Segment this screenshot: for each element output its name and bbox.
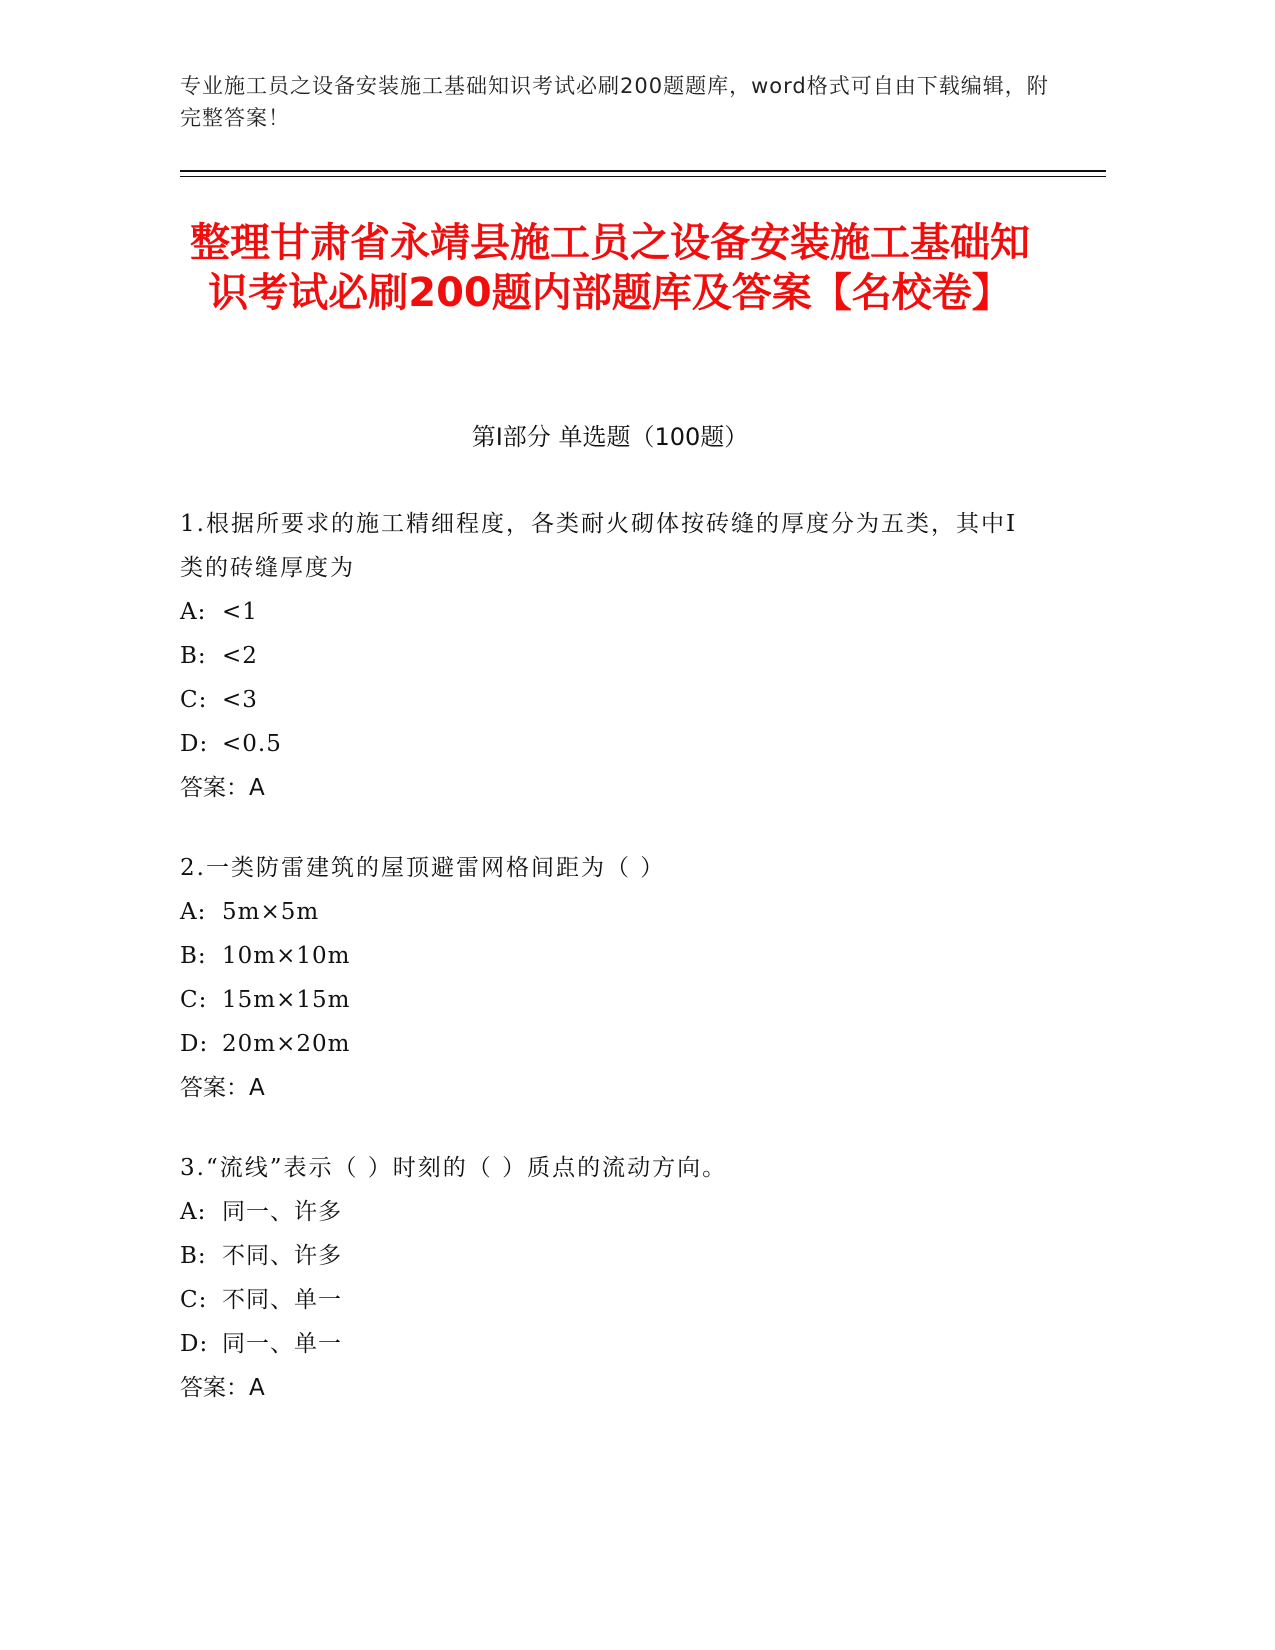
option-key: A: (180, 599, 207, 625)
option-a (180, 890, 1040, 934)
question-stem: 2.一类防雷建筑的屋顶避雷网格间距为（ ） (180, 855, 666, 881)
option-c (180, 678, 1040, 722)
option-b (180, 634, 1040, 678)
answer-line: 答案：A (180, 1375, 265, 1401)
option-d (180, 1322, 1040, 1366)
option-key: D: (180, 731, 209, 757)
option-key: C: (180, 1287, 208, 1313)
option-a (180, 1190, 1040, 1234)
answer-line: 答案：A (180, 775, 265, 801)
option-text: 20m×20m (222, 1031, 351, 1057)
option-key: C: (180, 987, 208, 1013)
question-stem: 3.“流线”表示（ ）时刻的（ ）质点的流动方向。 (180, 1155, 728, 1181)
question-stem: 1.根据所要求的施工精细程度，各类耐火砌体按砖缝的厚度分为五类，其中Ⅰ类的砖缝厚度为 (180, 511, 1018, 581)
option-key: A: (180, 1199, 207, 1225)
option-a (180, 590, 1040, 634)
header-note: 专业施工员之设备安装施工基础知识考试必刷200题题库，word格式可自由下载编辑，附完整答案！ (180, 74, 1049, 130)
option-text: 同一、许多 (222, 1199, 342, 1225)
document-title: 整理甘肃省永靖县施工员之设备安装施工基础知识考试必刷200题内部题库及答案【名校卷】 (190, 220, 1030, 316)
option-key: D: (180, 1331, 209, 1357)
option-text: 不同、单一 (222, 1287, 342, 1313)
option-d (180, 722, 1040, 766)
option-key: B: (180, 943, 207, 969)
option-b (180, 934, 1040, 978)
option-key: A: (180, 899, 207, 925)
option-text: <3 (222, 687, 258, 713)
option-text: <0.5 (222, 731, 282, 757)
option-text: 5m×5m (222, 899, 320, 925)
option-text: 不同、许多 (222, 1243, 342, 1269)
option-text: 10m×10m (222, 943, 351, 969)
option-key: D: (180, 1031, 209, 1057)
option-c (180, 1278, 1040, 1322)
header-rule-thin (180, 176, 1106, 177)
option-key: C: (180, 687, 208, 713)
option-text: <2 (222, 643, 258, 669)
option-key: B: (180, 1243, 207, 1269)
option-b (180, 1234, 1040, 1278)
option-text: <1 (222, 599, 258, 625)
question-list (180, 502, 1040, 1446)
option-key: B: (180, 643, 207, 669)
option-text: 15m×15m (222, 987, 351, 1013)
option-d (180, 1022, 1040, 1066)
question-item (180, 502, 1040, 810)
question-item (180, 846, 1040, 1110)
question-item (180, 1146, 1040, 1410)
option-c (180, 978, 1040, 1022)
answer-line: 答案：A (180, 1075, 265, 1101)
header-rule-thick (180, 170, 1106, 172)
section-heading: 第Ⅰ部分 单选题（100题） (471, 423, 749, 451)
option-text: 同一、单一 (222, 1331, 342, 1357)
